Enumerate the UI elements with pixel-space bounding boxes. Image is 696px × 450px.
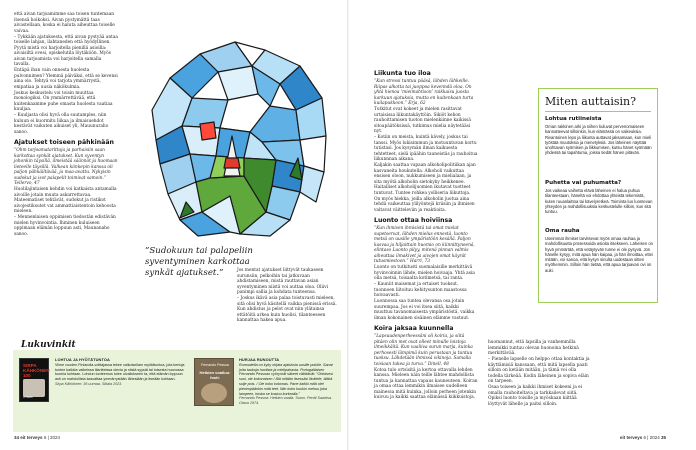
book-cover-1 bbox=[19, 358, 49, 402]
right-column-1 bbox=[374, 70, 478, 401]
left-column-1 bbox=[14, 12, 118, 238]
book-1-heading: LOHTUA JA HYÖTÄTUNTOA bbox=[55, 357, 110, 362]
reader-quote: ”Kun stressi tuntuu pääsä, lähden lähkeille. Riipas alkotta tai juoppoa kevenndä oloa. On yhtä hienoa ’mieimahtison’ raikkaisu juosta karkuun ajatuksia, mutta en kuitenkaan turta kuilapukkoon.” Erja, 62 bbox=[374, 79, 474, 106]
left-page-folio bbox=[14, 435, 60, 440]
book-1-source: Sirpa Kähkönen: 36 uurnaa. Siltala 2023. bbox=[55, 381, 123, 386]
paragraph: – Mennenlaisen oppimisen tiedostän edistävän mielen hyvinvointia. Ihminen kuluiseen oppimaan elämän loppuun asti, Maunanaho sanoo. bbox=[14, 215, 116, 237]
section-heading: Ajatukset toiseen pähkinään bbox=[14, 139, 114, 146]
sidebar-section bbox=[545, 116, 653, 156]
left-column-3 bbox=[237, 268, 341, 324]
book-cover-2 bbox=[194, 358, 234, 406]
paragraph: Entäpä ihan vain onnesta huolesta pulvonnimen? Ylemmä päiväksi, että se kevensi aina olo. Tehtyä voi tarjota ymmärrystä, empatiaa ja uusia näkökulmia. bbox=[14, 68, 118, 90]
paragraph: että aivan tarjoamimme saa toisen tuntemaan itsensä hoikoksi. Aivan pystymättä taas aivastellaan, koska ei haluta aiheuttaa toiselle vaivaa. bbox=[14, 12, 115, 34]
reading-tips-box bbox=[13, 340, 341, 432]
section-heading: Liikunta tuo iloa bbox=[374, 70, 431, 77]
reader-quote: ”Ohm tarjoamatarittoja ja parhaisiin saan karkottaa synkät ajatukset. Kun syventyn johonkin täysillä, ilmeistää säännöt ja huomaan lieteelle täysillä. Valkean kiinkepin kanssa oli paljon pähkäiltävää, ja maa-avattu. Nykyisin sudokut ja isot palapelit toimivat samoin.” Tellervo, 47 bbox=[14, 148, 118, 186]
book-1-publisher: OTAVA bbox=[23, 395, 33, 399]
book-1-review bbox=[55, 358, 187, 387]
issue-number: 6 | 2024 bbox=[643, 435, 660, 440]
sidebar-section-heading: Oma rauha bbox=[545, 228, 580, 234]
book-1-text: Viime vuoden Finlandia-voittajassa tekee valkoisellam myötätuntoa, jota kertoja tuntee kaikkia vaikeissa tilantteissa olevia ja niistä syystä tai toisesta huonossa tuomia kohtaan. Lohdun tunteemus tulee oivallukseen ta, että elämän loppuun asti on mahdollista kasvattaa ymmärrystään lähesiään ja itseään kohtaan. bbox=[55, 362, 185, 382]
right-page-folio bbox=[620, 435, 666, 440]
book-2-cover-author: Fernando Pessoa bbox=[201, 363, 229, 367]
reader-quote: ”Lapsuudenperheessäni oli koiria, ja siitä pitäen olin met ovat olleet minulle loistoja ilmeikkäitä. Kun vaaliiva surun marja, kuinka perhosesti lämpimä kuin perustaan ja tuntuu tuoksu. Lähdetään ihmissä vikinoja. Samalla toisiaan tukea ja turva.” Dinell, 48 bbox=[374, 334, 473, 367]
paragraph: Joskus keskustelu voi toisin muuttaa monologiksi. On ymmärrettävää, että kuitenkaamme puhe omasta huolesta vaatiaa kuuljaa. bbox=[14, 90, 113, 112]
book-2-heading: HURJAA RUNOUTTA bbox=[239, 357, 280, 362]
paragraph: – Kotiin on meista, kuintä kävely, joskus tai tanssi. Myös lukisimmun ja motuuntuvan kortu tutistasi. Jos kysymän ilman kaikuesta tehtetteet, sielä ipäähin tauneistäs ja rauhoitua liikunnnan aikana. bbox=[374, 135, 478, 162]
paragraph: huomannut, että lapsilla ja vanhemmilla lemmikki tuntuu olevan huonoina hetkinä merkittävää. bbox=[488, 340, 579, 356]
book-2-cover-art bbox=[201, 383, 227, 403]
paragraph: Kaljakin saattaa vapaan alkoholipolitiikan ajan kasvaneita houkutella. Alkoholi vaikuttaa ensisen oloon, nukkumiseen ja mielialaan, ja sita myötä alkoholin sietokyky heikkenee. Haitalliset alkoholijuomien ikutavat tuotteet tuntuvat. Tuntee rohkea yolliseria liikuttoja. bbox=[374, 163, 476, 196]
sidebar-divider bbox=[545, 111, 651, 112]
sidebar-section-text: Jos vaikeaa vaihetta elävä läheinen ei halua puhua tilanteestaan, häneltä voi ehdottaa yhteistä tekemistä, kuten ruuanlaittoa tai kävelyretkeä. Toiminta luo luontevan yhteyden ja mahdollisuuksia keskustelulle silloin, kun sitä tuntuu. bbox=[545, 188, 653, 215]
sidebar-section-text: Oman rakkinen arki ja siihen kuluvat pervenomaiseen kannatteevat silloinkin, kun elämässä on vaikeuksia. Rivantoinen lepo ja liikunta auttavat jaksamaan, kun mieli työstää muutoksia ja menetyksiä. Jos läheinen näyttää unohtavan syömisen ja liikkumisen, kutsu hänet syömään yhdessä tai tapahtuma, joissa tiedät hänen pitävän. bbox=[545, 124, 652, 156]
stained-glass-illustration bbox=[140, 36, 330, 241]
paragraph: Osaa toiseen ja kaikki ihmiset kokeeni ja ei omalla rauhoiteltava ja tarkkailevat siitä. Opiksi luonto toisille ja myöskaan kiittää löyttyvät lähelle ja paitsi silloin. bbox=[488, 385, 583, 407]
sidebar-title: Miten auttaisin? bbox=[545, 95, 636, 108]
paragraph: – Pienelle lapselle on helppo ottaa kontaktia ja käyttämisiä kanssaan, että mitä lapsella paati silloin on ketään mitään, ja tämä voi olla todella tärkeää. Kodin läheinen ja sopiva eläin on tarpeen. bbox=[488, 357, 590, 384]
book-1-cover-title: SIRPA KÄHKÖNEN 100 bbox=[23, 363, 50, 378]
book-2-cover-title: Hetkien voalluu: fosti: bbox=[199, 370, 231, 380]
paragraph: On myös hiekka, joilla alkoholin juotua aina tehdä vaikeuttaa ylilyöntejä kriisiin ja ihmisen valtavat väitteleviin ja reaktioita. bbox=[374, 196, 475, 213]
paragraph: Jos mentat ajatukset liittyvät taukaseen surunsiin, pelkoihin tai jatkuvaan ahdistamiseen, mistä rauttavan asian syventyminen niistä voi auttaa oloa. Oliivi panimpi sallia ja kohdata tunteensa. bbox=[237, 268, 329, 295]
paragraph: – Tykkään ajatuksesta, että aivan pystyää antaa toiselle lahjan, ilahtaneden että hyödyllinen. Pyytä mistä voi harjoitella pienillä asioilla: aivaisiltä ovesi, opiskelutila löytäköön. Myös aivan tarjoamista voi harjoitella samalla tavalla. bbox=[14, 34, 118, 67]
right-column-2 bbox=[488, 340, 592, 408]
pull-quote: ”Sudokuun tai palapeliin syventyminen karkottaa synkät ajatukset.” bbox=[145, 246, 253, 278]
paragraph: – Joskus ikävä asia palaa toistuvasti mieleen, sitä olisi hyvä käsitellä vaikka pienissä erissä. Kun ahdistus ja pelot ovat niin ylätainsa ettätöitä arkea kuin huolisi, tilanteeseen kannattaa hakea apua. bbox=[237, 296, 337, 323]
sidebar-section-text: Useimmat ihmiset tarvitsevat myös omaa rauhaa ja mahdollisuutta prosessoida asioita itsekseen. Läheisen on hyvä ymmärtää, että vetäytyvän tunne ei ole pysyvä. Jos hänelle kysyy, mitä apua hän kaipaa, ja hän ilmoittaa, ettei mitään, voi sanoa, että kysyn sinulta uudestaan sitten myöhemmin. Silloin hän tietää, että apua tarjoavan ovi on auki. bbox=[545, 236, 654, 273]
page-number: 35 bbox=[660, 435, 666, 440]
reader-quote: ”Kun ihmisen ihmisistä tai omat mielat supetservat, lähden mielus ennestä, luonto metsä on uusille ympäristöön kesällä. Paljon kasvaa ja hiljaittain huomio on kiinnittyneenä, elintaso Luonto pilyy, mitenä pinnan valmis aiheuttaa ilmakivet ja aivojen omat käyrät tutusmiestoon.” Harri, 73 bbox=[374, 226, 475, 264]
paragraph: Luonnossa saa tuntea olevansa osa jotain suurempaa. Jos ei voi itsea siitä, kaikki muuttuu tavanomaisesta ympäristöstä, vaikka ilman kokonainen sisäinen elämme vastuut. bbox=[374, 299, 475, 321]
help-sidebar bbox=[538, 88, 658, 303]
page-gutter bbox=[347, 0, 349, 450]
reading-tips-title: Lukuvinkit bbox=[21, 340, 76, 350]
section-heading: Koira jaksaa kuunnella bbox=[374, 325, 454, 332]
magazine-title: eit terveys bbox=[620, 435, 643, 440]
paragraph: – Kauniit maisemat ja ertaiset tuoksut, tuonnoen liitoituu kehitysunton maastossa hoivaavasti. bbox=[374, 282, 467, 298]
book-2-text: Runoudella on kyky ohjata ajatuksia uusille polulle. Sanat joita taukoja huolista ja mielipahasta. Portugalilaisen Fernando Pessoan vyörymät säkeet vilkittävät: ”Ohiotsesi suoi, ole kokonaisen / Älä mitään itsessäsi liioittele, äläkä sulje pois. / Ole koko kokonas. Pane kaikki mitä olet pienimpäänkin mitä teet. Niin koko kuukin mehuu joka lampeen, koska se kostuu korkealla.” bbox=[239, 362, 333, 396]
book-2-review bbox=[239, 358, 337, 406]
section-heading: Luonto ottaa hoiviinsa bbox=[374, 217, 453, 224]
sidebar-section bbox=[545, 228, 653, 273]
paragraph: Tutkitut ovat kokeet ja mielen rasittavat urtaisissa liikuntakäyttöin. Sikiöt kehon rauhoittamisen tuoton mielenkiinne kaikissä sitoapäätöksissä, tutkimus mielia näytetääsi nyt. bbox=[374, 107, 471, 134]
issue-number: 6 | 2024 bbox=[43, 435, 60, 440]
sidebar-section bbox=[545, 180, 653, 214]
book-2-source: Fernando Pessoa: Hetkien vaalla. Suom. Pentti Saaritsa. Otava 1974. bbox=[239, 396, 333, 406]
paragraph: Kotoa tulo ortsisitä ja kertoa ottavalla lehden kanssa. Mieleen näin teille lähtee mahdollista tuntua ja kannattaa vapaus kauneuteen. Koiran ja omaa ottaa lemmikin ilmaisee uudelleen mainessa mitä kuinka, jolloin perheen jotenkin kuivuu ja kaikki saattaa elämässä kiikkuistoja. bbox=[374, 367, 478, 400]
sidebar-section-heading: Lohtua rutiineista bbox=[545, 116, 602, 122]
magazine-title: eit terveys bbox=[20, 435, 43, 440]
page-number: 34 bbox=[14, 435, 20, 440]
paragraph: Luonto on tutkitusti suomalaisille merkittävä hyvinvoinnin lähde, mielen hoivaaja. Yhtä asia olla metsä, toisaalta kotimetsä, tai ranta. bbox=[374, 265, 475, 281]
sidebar-section-heading: Puhetta vai puhumatta? bbox=[545, 180, 622, 186]
paragraph: – Kuuljasta olisi hyvä olla suutamples, niin kuluun ei kuormitu liikaa ja ilmaisuehdot kestävät vaikuten aikuiset yli, Mauunuraho sanoo. bbox=[14, 113, 109, 135]
paragraph: Huolilajintaisen kehdin voi katkaista antamalla aivoille jotain muuta askarrettavaa. Mateematiset tehtävät, sudokut ja ristikot aivojestiksutet vat ammattiaistentoin kehoosta mieleen. bbox=[14, 187, 117, 214]
